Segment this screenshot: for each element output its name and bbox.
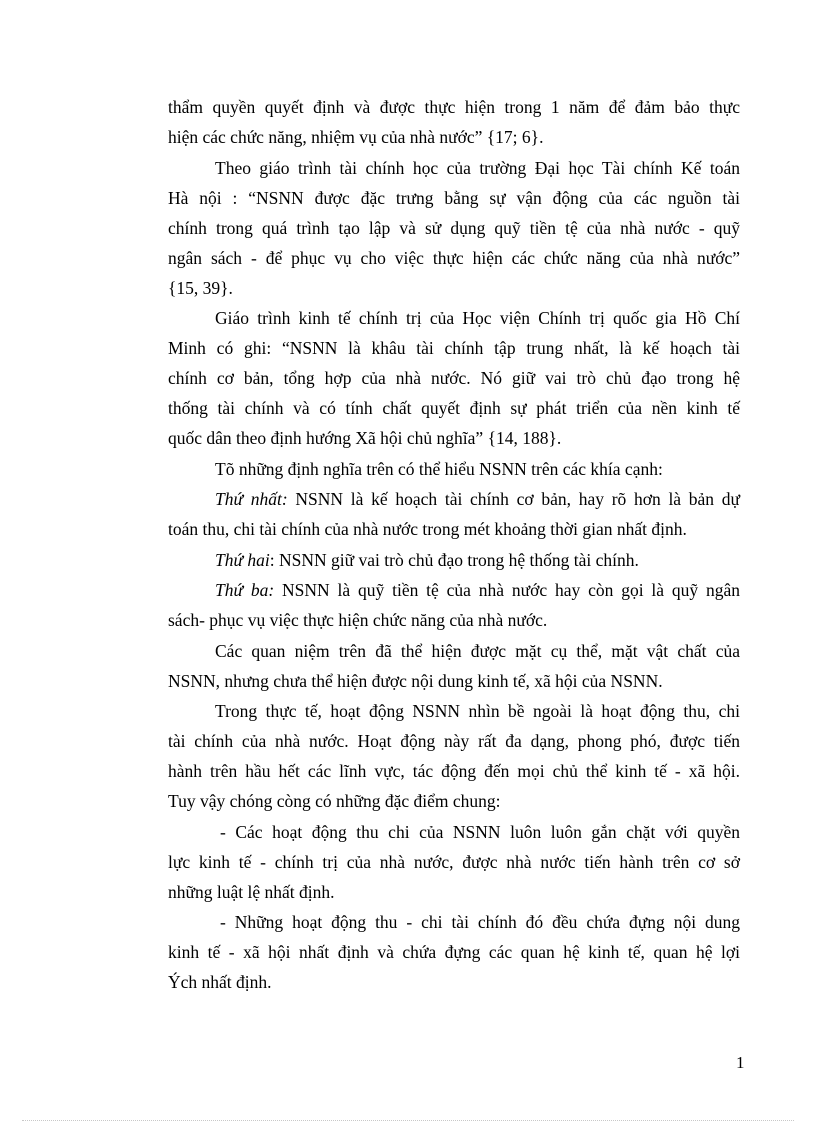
text-line <box>168 484 740 514</box>
text-line <box>168 545 740 575</box>
text-line: tài chính của nhà nước. Hoạt động này rất đa dạng, phong phó, được tiến <box>168 731 740 751</box>
paragraph <box>168 907 740 997</box>
text-line: Các quan niệm trên đã thể hiện được mặt cụ thể, mặt vật chất của <box>215 640 740 661</box>
text-line: thẩm quyền quyết định và được thực hiện trong 1 năm để đảm bảo thực <box>168 97 740 117</box>
text-line <box>168 575 740 605</box>
paragraph <box>168 303 740 453</box>
text-line: hành trên hầu hết các lĩnh vực, tác động đến mọi chủ thể kinh tế - xã hội. <box>168 761 740 781</box>
paragraph <box>168 454 740 484</box>
text-line: quốc dân theo định hướng Xã hội chủ nghĩa” {14, 188}. <box>168 428 562 448</box>
text-line: toán thu, chi tài chính của nhà nước trong mét khoảng thời gian nhất định. <box>168 519 687 539</box>
paragraph <box>168 545 740 575</box>
text-line: Tõ những định nghĩa trên có thể hiểu NSNN trên các khía cạnh: <box>215 458 663 479</box>
text-line: ngân sách - để phục vụ cho việc thực hiện các chức năng của nhà nước” <box>168 247 740 268</box>
paragraph <box>168 817 740 907</box>
text-line: sách- phục vụ việc thực hiện chức năng của nhà nước. <box>168 610 548 630</box>
text-line: lực kinh tế - chính trị của nhà nước, được nhà nước tiến hành trên cơ sở <box>168 851 740 872</box>
text-line: - Các hoạt động thu chi của NSNN luôn luôn gắn chặt với quyền <box>220 821 740 842</box>
text-line: chính trong quá trình tạo lập và sử dụng quỹ tiền tệ của nhà nước - quỹ <box>168 217 740 238</box>
text-line: Giáo trình kinh tế chính trị của Học viện Chính trị quốc gia Hồ Chí <box>215 308 740 328</box>
text-line: thống tài chính và có tính chất quyết định sự phát triển của nền kinh tế <box>168 398 740 418</box>
text-run: : NSNN giữ vai trò chủ đạo trong hệ thống tài chính. <box>269 549 639 570</box>
text-line: Minh có ghi: “NSNN là khâu tài chính tập trung nhất, là kế hoạch tài <box>168 338 740 358</box>
text-run: NSNN là quỹ tiền tệ của nhà nước hay còn gọi là quỹ ngân <box>274 580 740 600</box>
text-line: hiện các chức năng, nhiệm vụ của nhà nước” {17; 6}. <box>168 127 544 147</box>
text-line: {15, 39}. <box>168 277 233 298</box>
text-line: kinh tế - xã hội nhất định và chứa đựng các quan hệ kinh tế, quan hệ lợi <box>168 942 740 962</box>
lead-term: Thứ ba: <box>215 580 275 600</box>
text-line: Trong thực tế, hoạt động NSNN nhìn bề ngoài là hoạt động thu, chi <box>215 701 740 721</box>
text-line: Hà nội : “NSNN được đặc trưng bằng sự vận động của các nguồn tài <box>168 187 740 208</box>
page-bottom-divider <box>22 1120 794 1121</box>
paragraph <box>168 696 740 816</box>
text-line: NSNN, nhưng chưa thể hiện được nội dung kinh tế, xã hội của NSNN. <box>168 670 663 691</box>
text-line: Tuy vậy chóng còng có những đặc điểm chung: <box>168 791 501 811</box>
text-line: những luật lệ nhất định. <box>168 881 335 902</box>
text-run: NSNN là kế hoạch tài chính cơ bản, hay rõ hơn là bản dự <box>287 489 741 509</box>
lead-term: Thứ nhất: <box>215 489 288 509</box>
page-content <box>168 92 740 998</box>
text-line: - Những hoạt động thu - chi tài chính đó đều chứa đựng nội dung <box>220 912 740 932</box>
text-line: chính cơ bản, tổng hợp của nhà nước. Nó giữ vai trò chủ đạo trong hệ <box>168 368 740 388</box>
paragraph <box>168 575 740 635</box>
paragraph <box>168 636 740 696</box>
paragraph <box>168 484 740 544</box>
text-line: Theo giáo trình tài chính học của trường Đại học Tài chính Kế toán <box>215 157 740 178</box>
paragraph <box>168 92 740 152</box>
text-line: Ých nhất định. <box>168 972 272 992</box>
lead-term: Thứ hai <box>215 549 270 570</box>
page-number: 1 <box>736 1053 745 1072</box>
paragraph <box>168 153 740 303</box>
